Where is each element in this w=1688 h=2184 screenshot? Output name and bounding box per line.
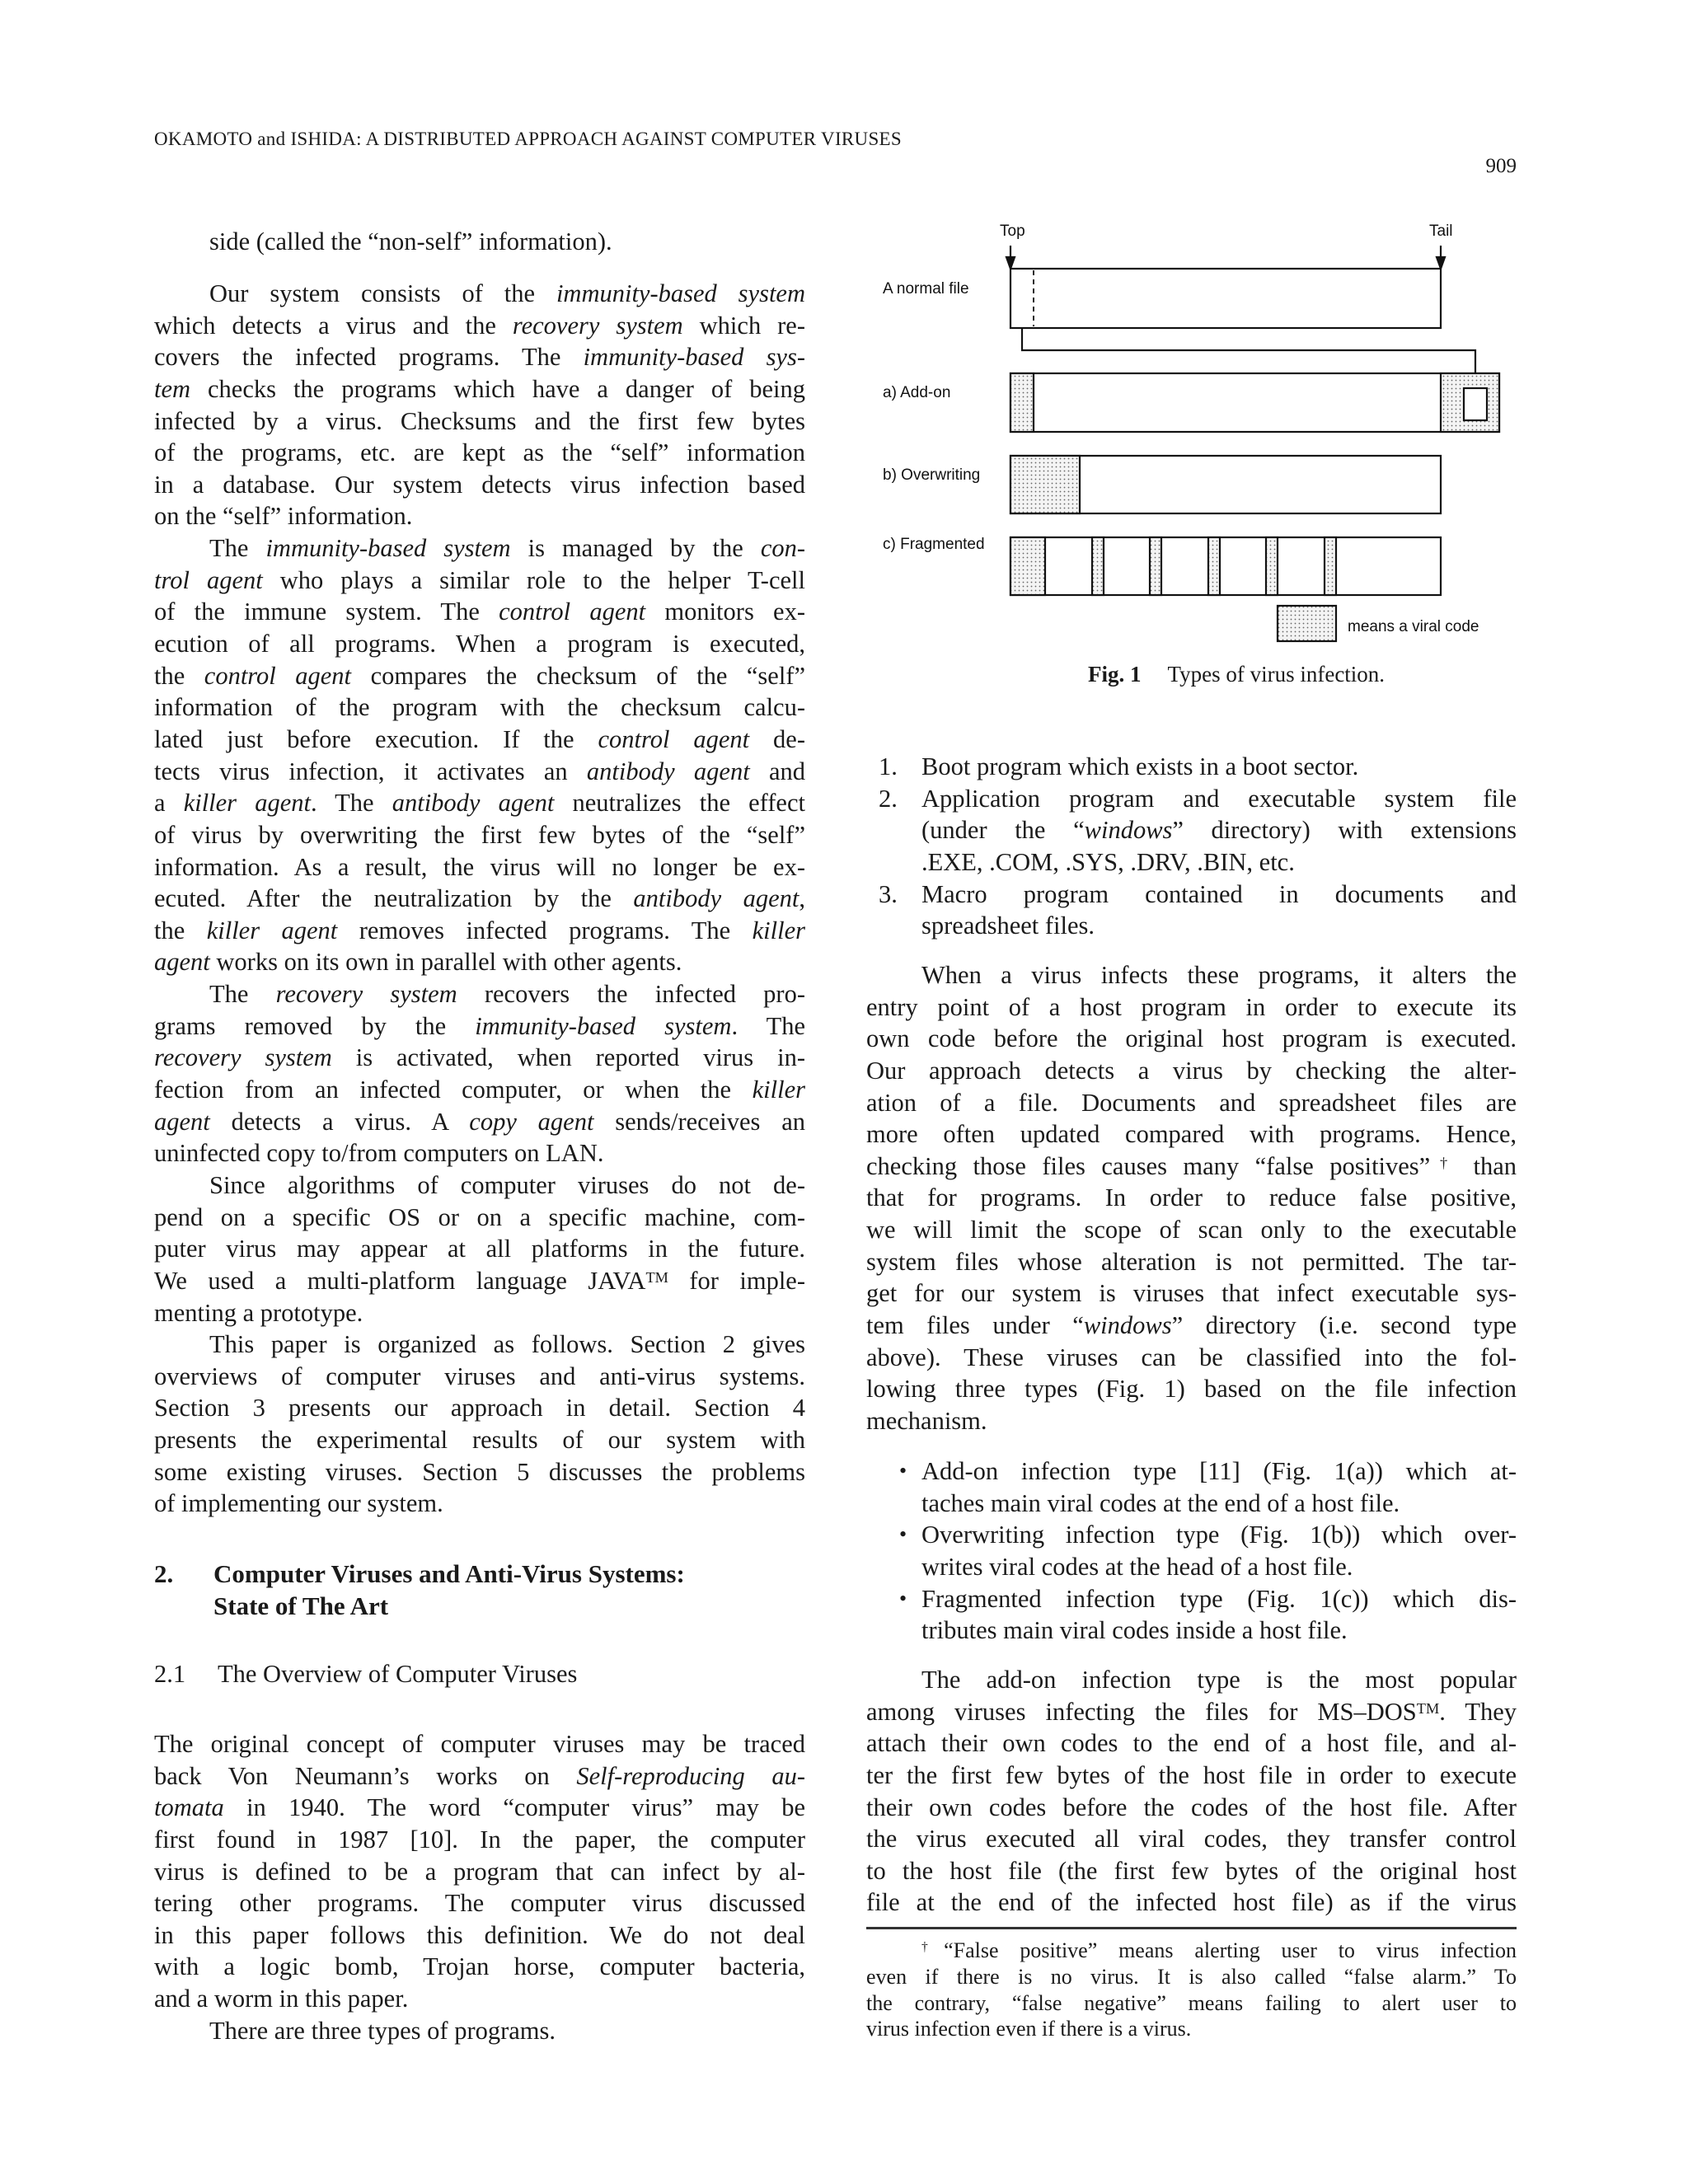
italic-text: control agent: [499, 598, 646, 626]
text-line: the contrary, “false negative” means failing to alert user to: [866, 1990, 1517, 2015]
bullet-icon: •: [899, 1586, 907, 1610]
text-line: even if there is no virus. It is also called “false alarm.” To: [866, 1964, 1517, 1989]
text-line: the virus executed all viral codes, they transfer control: [866, 1825, 1517, 1854]
addon-file-bar: [1010, 373, 1499, 432]
text-line: among viruses infecting the files for MS–DOS™. They: [866, 1697, 1517, 1726]
text-line: on the “self” information.: [154, 502, 413, 531]
list-item: [866, 751, 1517, 783]
text-line: first found in 1987 [10]. In the paper, the computer: [154, 1825, 805, 1854]
row-label-overwriting: b) Overwriting: [883, 466, 981, 484]
text-line: Fragmented infection type (Fig. 1(c)) which dis-: [921, 1584, 1517, 1613]
text-line: tomata in 1940. The word “computer virus” may be: [154, 1793, 805, 1822]
list-number: 2.: [879, 784, 898, 813]
section-heading: [154, 1558, 805, 1623]
italic-text: killer: [752, 916, 805, 944]
italic-text: tem: [154, 374, 191, 403]
italic-text: antibody agent: [586, 757, 750, 785]
footnote: [866, 1938, 1517, 2042]
list-item: [866, 783, 1517, 879]
text-line: above). These viruses can be classified into the fol-: [866, 1343, 1517, 1371]
text-line: tects virus infection, it activates an antibody agent and: [154, 757, 805, 785]
subsection-title: The Overview of Computer Viruses: [218, 1660, 578, 1688]
italic-text: antibody agent: [633, 884, 799, 913]
list-number: 3.: [879, 879, 898, 908]
text-line: covers the infected programs. The immunity-based sys-: [154, 343, 805, 372]
text-line: of implementing our system.: [154, 1489, 443, 1518]
text-line: checking those files causes many “false positives”† than: [866, 1151, 1517, 1180]
list-number: 1.: [879, 752, 898, 780]
text-line: Section 3 presents our approach in detail. Section 4: [154, 1394, 805, 1422]
text-line: ter the first few bytes of the host file in order to execute: [866, 1760, 1517, 1789]
subsection-heading: [154, 1660, 805, 1691]
text-line: lowing three types (Fig. 1) based on the file infection: [866, 1375, 1517, 1404]
italic-text: control agent: [598, 724, 750, 753]
text-line: virus infection even if there is a virus.: [866, 2017, 1192, 2041]
text-line: spreadsheet files.: [921, 912, 1095, 940]
text-line: pend on a specific OS or on a specific machine, com-: [154, 1202, 805, 1231]
figure-virus-infection-types: [0, 0, 1688, 709]
top-label: Top: [1000, 223, 1025, 240]
row-label-fragmented: c) Fragmented: [883, 536, 985, 553]
text-line: of the immune system. The control agent monitors ex-: [154, 598, 806, 626]
row-label-normal: A normal file: [883, 280, 969, 298]
text-line: and a worm in this paper.: [154, 1985, 409, 2013]
text-line: which detects a virus and the recovery system which re-: [154, 311, 806, 340]
page-number: 909: [1485, 155, 1517, 177]
text-line: a killer agent. The antibody agent neutralizes the effect: [154, 789, 805, 818]
row-label-addon: a) Add-on: [883, 384, 951, 401]
text-line: of the programs, etc. are kept as the “self” information: [154, 438, 805, 467]
italic-text: immunity-based system: [556, 279, 805, 307]
text-line: recovery system is activated, when reported virus in-: [154, 1043, 805, 1072]
text-line: the killer agent removes infected programs. The killer: [154, 916, 805, 944]
text-line: fection from an infected computer, or when the killer: [154, 1076, 805, 1104]
text-line: tem files under “windows” directory (i.e. second type: [866, 1311, 1517, 1340]
text-line: .EXE, .COM, .SYS, .DRV, .BIN, etc.: [921, 847, 1295, 876]
overview-paragraph: [154, 1728, 805, 2046]
italic-text: immunity-based sys-: [583, 343, 805, 372]
text-line: The recovery system recovers the infected pro-: [209, 980, 805, 1009]
text-line: tering other programs. The computer virus discussed: [154, 1889, 805, 1918]
text-line: of virus by overwriting the first few bytes of the “self”: [154, 820, 805, 849]
italic-text: windows: [1083, 1311, 1172, 1340]
text-line: in a database. Our system detects virus infection based: [154, 470, 805, 499]
text-line: file at the end of the infected host file) as if the virus: [866, 1888, 1517, 1917]
text-line: This paper is organized as follows. Section 2 gives: [209, 1330, 805, 1359]
text-line: presents the experimental results of our system with: [154, 1426, 805, 1455]
legend-viral-code-swatch: [1278, 606, 1336, 641]
text-line: †“False positive” means alerting user to virus infection: [921, 1938, 1517, 1962]
italic-text: agent: [154, 1107, 210, 1136]
addon-paragraph: [866, 1664, 1517, 1919]
italic-text: control agent: [204, 661, 352, 690]
text-line: agent detects a virus. A copy agent sends/receives an: [154, 1107, 805, 1136]
figure-caption-label: Fig. 1: [1088, 662, 1142, 687]
infection-types-list: [866, 1455, 1517, 1647]
normal-file-bar: [1010, 269, 1441, 328]
text-line: virus is defined to be a program that can infect by al-: [154, 1857, 805, 1886]
text-line: agent works on its own in parallel with other agents.: [154, 948, 682, 977]
text-line: back Von Neumann’s works on Self-reproducing au-: [154, 1761, 806, 1790]
text-line: mechanism.: [866, 1406, 987, 1435]
list-item: [866, 1455, 1517, 1519]
italic-text: killer agent: [206, 916, 338, 944]
text-line: tem checks the programs which have a danger of being: [154, 374, 805, 403]
text-line: The immunity-based system is managed by the con-: [209, 534, 806, 563]
italic-text: trol agent: [154, 565, 263, 594]
tail-label: Tail: [1429, 223, 1453, 240]
text-line: own code before the original host program is executed.: [866, 1024, 1517, 1053]
italic-text: antibody agent: [392, 789, 555, 818]
list-item: [866, 1519, 1517, 1582]
text-line: When a virus infects these programs, it alters the: [921, 961, 1517, 989]
text-line: Add-on infection type [11] (Fig. 1(a)) which at-: [921, 1457, 1517, 1485]
text-line: with a logic bomb, Trojan horse, computer bacteria,: [154, 1952, 805, 1981]
text-line: get for our system is viruses that infect executable sys-: [866, 1279, 1517, 1308]
text-line: the control agent compares the checksum of the “self”: [154, 661, 806, 690]
text-line: lated just before execution. If the control agent de-: [154, 724, 805, 753]
text-line: Application program and executable system file: [921, 784, 1517, 813]
superscript: TM: [645, 1268, 668, 1286]
text-line: The add-on infection type is the most popular: [921, 1666, 1517, 1694]
italic-text: windows: [1084, 816, 1173, 845]
italic-text: copy agent: [469, 1107, 594, 1136]
text-line: writes viral codes at the head of a host file.: [921, 1552, 1353, 1581]
superscript: †: [1430, 1154, 1458, 1171]
text-line: ecuted. After the neutralization by the antibody agent,: [154, 884, 805, 913]
text-line: tributes main viral codes inside a host file.: [921, 1616, 1348, 1645]
text-line: puter virus may appear at all platforms in the future.: [154, 1235, 805, 1263]
section-title-line1: Computer Viruses and Anti-Virus Systems:: [213, 1559, 685, 1588]
text-line: menting a prototype.: [154, 1298, 363, 1327]
text-line: attach their own codes to the end of a host file, and al-: [866, 1729, 1517, 1758]
text-line: There are three types of programs.: [209, 2016, 556, 2045]
italic-text: Self-reproducing au-: [576, 1761, 806, 1790]
text-line: Overwriting infection type (Fig. 1(b)) which over-: [921, 1521, 1517, 1549]
text-line: (under the “windows” directory) with extensions: [921, 816, 1517, 845]
italic-text: agent: [154, 948, 210, 977]
figure-caption-text: Types of virus infection.: [1167, 662, 1386, 687]
list-item: [866, 879, 1517, 942]
italic-text: recovery system: [275, 980, 457, 1009]
italic-text: killer agent: [183, 789, 311, 818]
text-line: ecution of all programs. When a program is executed,: [154, 630, 805, 658]
text-line: system files whose alteration is not permitted. The tar-: [866, 1247, 1517, 1276]
text-line: The original concept of computer viruses may be traced: [154, 1730, 805, 1758]
text-line: entry point of a host program in order to execute its: [866, 992, 1517, 1021]
text-line: overviews of computer viruses and anti-virus systems.: [154, 1361, 805, 1390]
infection-paragraph: [866, 959, 1517, 1437]
legend-label: means a viral code: [1348, 618, 1479, 635]
text-line: Our approach detects a virus by checking the alter-: [866, 1056, 1517, 1085]
text-line: infected by a virus. Checksums and the first few bytes: [154, 406, 805, 435]
text-line: We used a multi-platform language JAVA™ for imple-: [154, 1266, 806, 1295]
text-line: taches main viral codes at the end of a host file.: [921, 1488, 1400, 1517]
footnote-divider: [866, 1927, 1517, 1929]
italic-text: immunity-based system: [475, 1011, 732, 1040]
program-types-list: [866, 751, 1517, 942]
italic-text: recovery system: [154, 1043, 332, 1072]
list-item: [866, 1583, 1517, 1647]
subsection-number: 2.1: [154, 1660, 186, 1688]
text-line: Boot program which exists in a boot sector.: [921, 752, 1359, 780]
text-line: that for programs. In order to reduce false positive,: [866, 1183, 1517, 1212]
italic-text: immunity-based system: [265, 534, 511, 563]
text-line: side (called the “non-self” information).: [209, 227, 612, 255]
section-number: 2.: [154, 1559, 174, 1588]
superscript: TM: [1416, 1699, 1440, 1717]
text-line: grams removed by the immunity-based system. The: [154, 1011, 805, 1040]
text-line: uninfected copy to/from computers on LAN.: [154, 1139, 604, 1168]
text-line: to the host file (the first few bytes of the original host: [866, 1856, 1517, 1885]
text-line: information. As a result, the virus will no longer be ex-: [154, 852, 805, 881]
text-line: Macro program contained in documents and: [921, 879, 1517, 908]
text-line: trol agent who plays a similar role to the helper T-cell: [154, 565, 805, 594]
figure-caption: [1088, 662, 1385, 687]
italic-text: recovery system: [512, 311, 683, 340]
italic-text: tomata: [154, 1793, 224, 1822]
italic-text: killer: [752, 1076, 805, 1104]
fragmented-file-bar: [1010, 537, 1441, 595]
superscript: †: [921, 1940, 945, 1954]
bullet-icon: •: [899, 1459, 907, 1483]
section-title-line2: State of The Art: [213, 1591, 389, 1620]
text-line: their own codes before the codes of the host file. After: [866, 1793, 1517, 1821]
text-line: Our system consists of the immunity-based system: [209, 279, 805, 307]
text-line: information of the program with the checksum calcu-: [154, 693, 805, 722]
text-line: we will limit the scope of scan only to the executable: [866, 1216, 1517, 1244]
text-line: Since algorithms of computer viruses do not de-: [209, 1170, 805, 1199]
italic-text: con-: [760, 534, 806, 563]
running-header: OKAMOTO and ISHIDA: A DISTRIBUTED APPROACH AGAINST COMPUTER VIRUSES: [154, 129, 902, 149]
text-line: some existing viruses. Section 5 discusses the problems: [154, 1457, 805, 1486]
bullet-icon: •: [899, 1522, 907, 1547]
text-line: in this paper follows this definition. We do not deal: [154, 1920, 805, 1949]
text-line: more often updated compared with programs. Hence,: [866, 1120, 1517, 1149]
text-line: ation of a file. Documents and spreadsheet files are: [866, 1088, 1517, 1117]
